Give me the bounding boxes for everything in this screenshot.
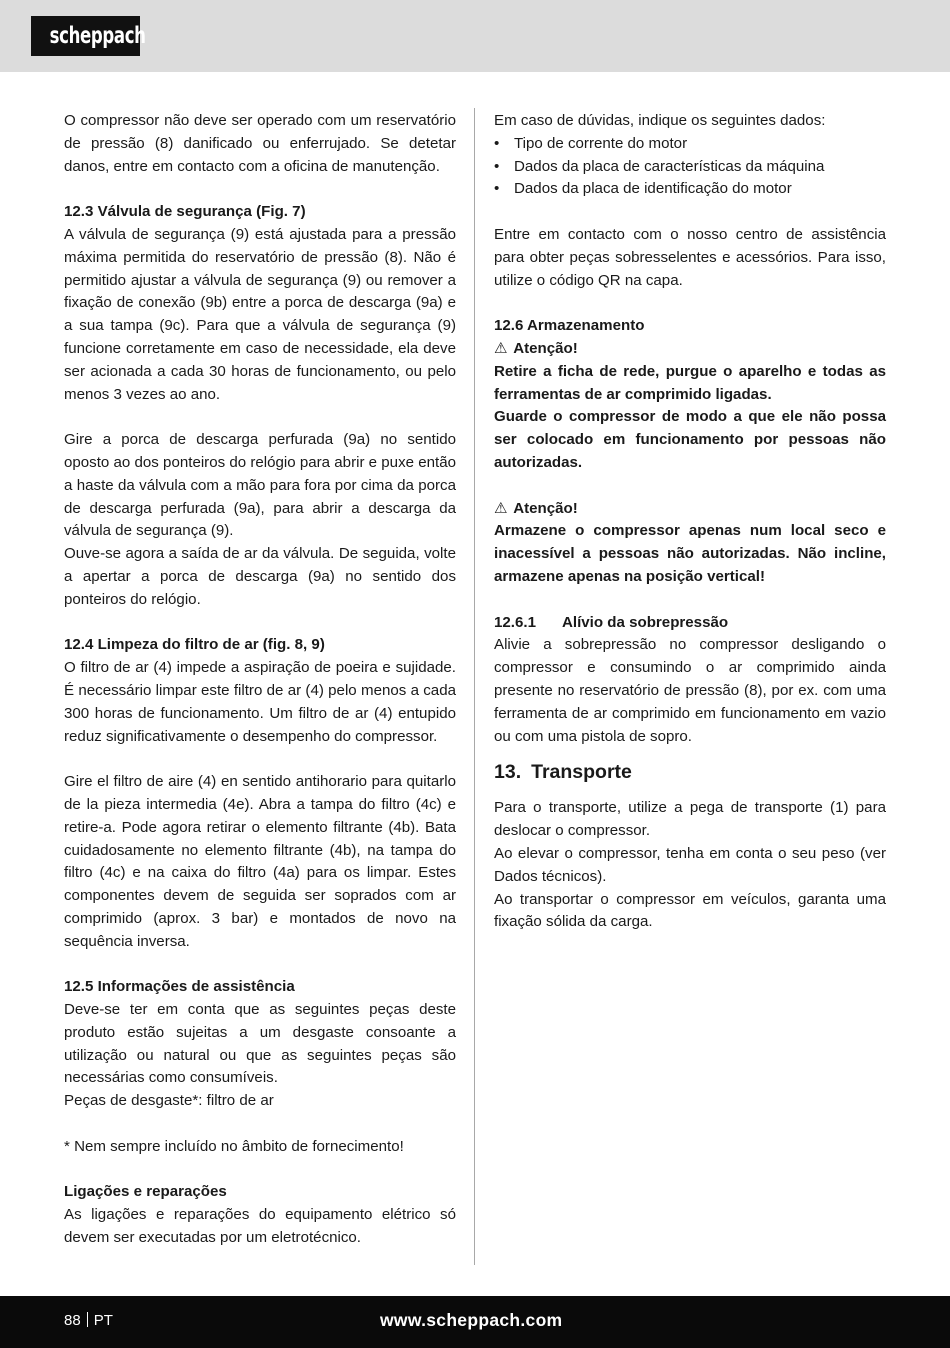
list-item: • Tipo de corrente do motor [494,133,886,156]
paragraph-transport-vehicle: Ao transportar o compressor em veículos, garanta uma fixação sólida da carga. [494,890,886,931]
paragraph-wear-parts: Deve-se ter em conta que as seguintes peças deste produto estão sujeitas a um desgaste consoante a utilização ou natural ou que as seguintes peças são necessárias como consumíveis. [64,1001,456,1087]
section-heading-12-5: 12.5 Informações de assistência [64,978,295,996]
warning-text-store-dry: Armazene o compressor apenas num local seco e inacessível a pessoas não autorizadas. Não incline, armazene apenas na posição vertical! [494,522,886,585]
warning-triangle-icon: ⚠ [494,499,508,517]
paragraph-air-release: Ouve-se agora a saída de ar da válvula. De seguida, volte a apertar a porca de descarga (9a) no sentido dos ponteiros do relógio. [64,545,456,608]
paragraph-transport-handle: Para o transporte, utilize a pega de transporte (1) para deslocar o compressor. [494,799,886,840]
paragraph-transport-weight: Ao elevar o compressor, tenha em conta o seu peso (ver Dados técnicos). [494,844,886,885]
warning-title-2: ⚠ Atenção! [494,498,886,521]
section-heading-12-6-1: 12.6.1 Alívio da sobrepressão [494,613,729,631]
footer-band [0,1296,950,1348]
list-item: • Dados da placa de características da máquina [494,156,886,179]
column-divider [474,108,475,1265]
page-number: 88 PT [64,1312,113,1329]
paragraph-air-filter: O filtro de ar (4) impede a aspiração de poeira e sujidade. É necessário limpar este filtro de ar (4) pelo menos a cada 300 horas de funcionamento. Um filtro de ar (4) entupido reduz significativamente o desempenho do compressor. [64,659,456,745]
section-heading-12-4: 12.4 Limpeza do filtro de ar (fig. 8, 9) [64,636,325,654]
paragraph-drain-nut: Gire a porca de descarga perfurada (9a) no sentido oposto ao dos ponteiros do relógio para abrir e puxe então a haste da válvula com a mão para fora por cima da porca de descarga perfurada (9a), para abrir a descarga da válvula de segurança (9). [64,431,456,540]
warning-text-unplug: Retire a ficha de rede, purgue o aparelho e todas as ferramentas de ar comprimido ligadas. [494,362,886,403]
warning-title-1: ⚠ Atenção! [494,338,886,361]
warning-triangle-icon: ⚠ [494,339,508,357]
left-column [64,110,456,1250]
header-band [0,0,950,72]
section-heading-12-6: 12.6 Armazenamento [494,317,645,335]
brand-logo: scheppach [31,16,140,56]
paragraph-repairs: As ligações e reparações do equipamento elétrico só devem ser executadas por um eletrotécnico. [64,1206,456,1247]
footnote-delivery: * Nem sempre incluído no âmbito de fornecimento! [64,1137,404,1155]
website-link[interactable]: www.scheppach.com [380,1310,563,1330]
list-item: • Dados da placa de identificação do motor [494,178,886,201]
service-data-list [494,133,886,201]
paragraph-service-contact: Entre em contacto com o nosso centro de assistência para obter peças sobresselentes e acessórios. Para isso, utilize o código QR na capa. [494,225,886,289]
section-heading-12-3: 12.3 Válvula de segurança (Fig. 7) [64,203,306,221]
paragraph-wear-parts-list: Peças de desgaste*: filtro de ar [64,1092,274,1110]
paragraph-reservoir-damage: O compressor não deve ser operado com um reservatório de pressão (8) danificado ou enferrujado. Se detetar danos, entre em contacto com a oficina de manutenção. [64,112,456,175]
section-heading-connections: Ligações e reparações [64,1183,227,1201]
chapter-heading-13: 13. Transporte [494,761,632,784]
right-column [494,110,886,934]
paragraph-safety-valve: A válvula de segurança (9) está ajustada para a pressão máxima permitida do reservatório de pressão (8). Não é permitido ajustar a válvula de segurança (9) ou remover a fixação de conexão (9b) entre a porca de descarga (9a) e a sua tampa (9c). Para que a válvula de segurança (9) funcione corretamente em caso de necessidade, ela deve ser acionada a cada 30 horas de funcionamento, ou pelo menos 3 vezes ao ano. [64,225,456,403]
paragraph-service-intro: Em caso de dúvidas, indique os seguintes dados: [494,112,826,129]
warning-text-store-secure: Guarde o compressor de modo a que ele não possa ser colocado em funcionamento por pessoas não autorizadas. [494,408,886,471]
paragraph-pressure-relief: Alivie a sobrepressão no compressor desligando o compressor e consumindo o ar comprimido ainda presente no reservatório de pressão (8), por ex. com uma ferramenta de ar comprimido em funcionamento em vazio ou com uma pistola de sopro. [494,636,886,745]
paragraph-filter-cleaning: Gire el filtro de aire (4) en sentido antihorario para quitarlo de la pieza intermedia (4e). Abra a tampa do filtro (4c) e retire-a. Pode agora retirar o elemento filtrante (4b). Bata cuidadosamente no elemento filtrante (4b), na tampa do filtro (4c) e na caixa do filtro (4a) para os limpar. Estes componentes devem de seguida ser soprados com ar comprimido (aprox. 3 bar) e montados de novo na sequência inversa. [64,773,456,950]
